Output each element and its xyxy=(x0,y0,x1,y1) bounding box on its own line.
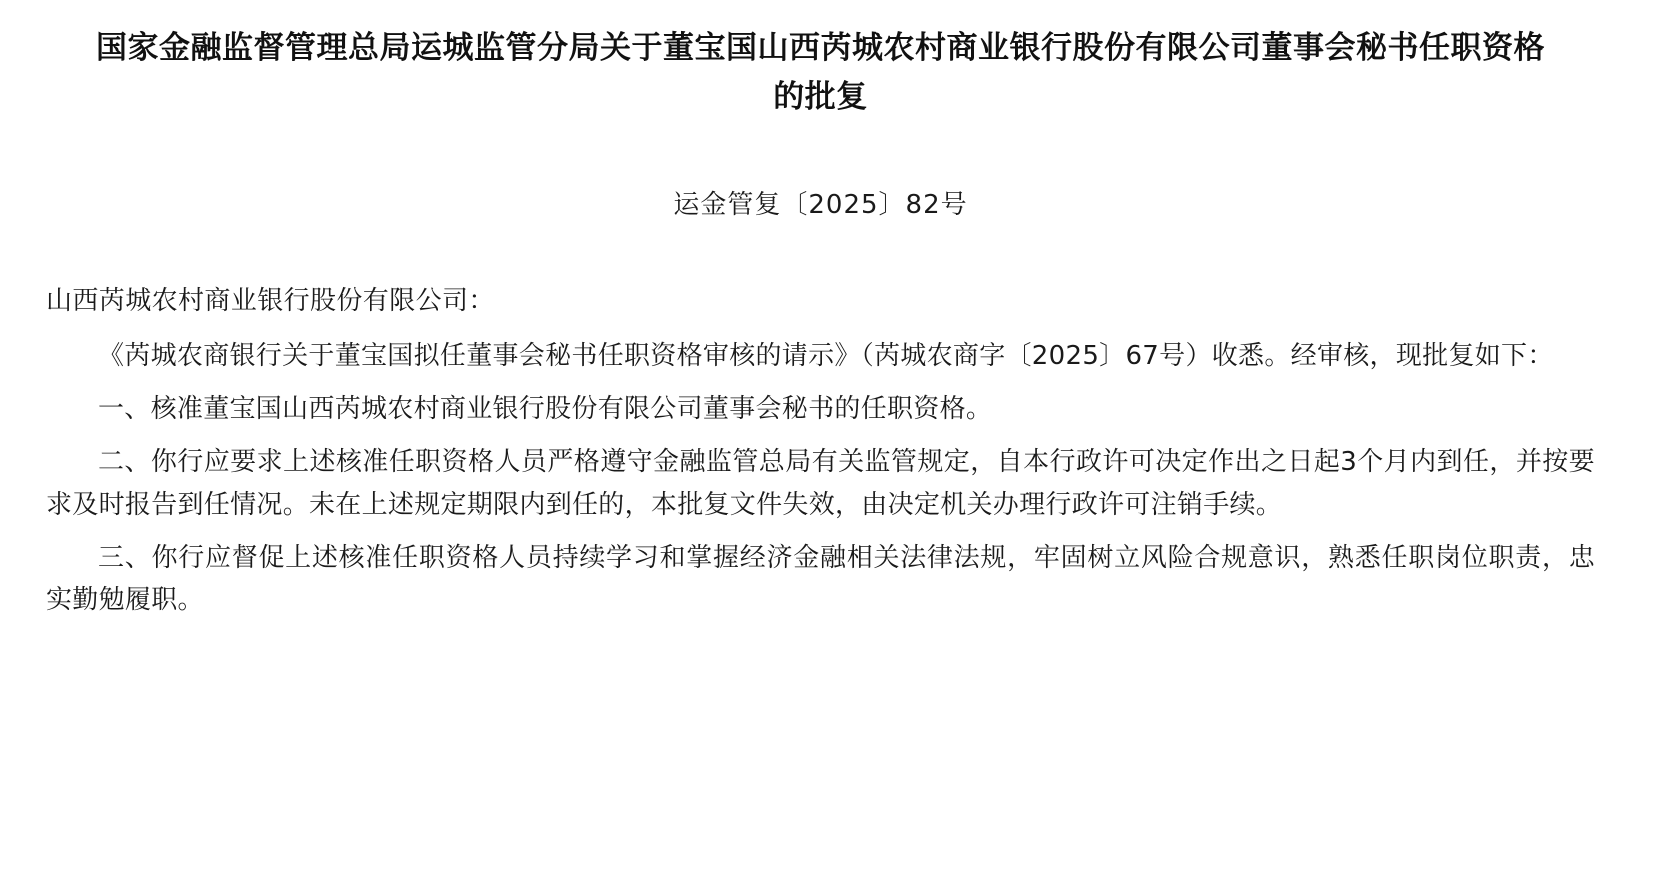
paragraph-request-received: 《芮城农商银行关于董宝国拟任董事会秘书任职资格审核的请示》（芮城农商字〔2025〕67号）收悉。经审核，现批复如下： xyxy=(98,341,1554,372)
document-body xyxy=(46,281,1595,621)
document-title: 国家金融监督管理总局运城监管分局关于董宝国山西芮城农村商业银行股份有限公司董事会秘书任职资格的批复 xyxy=(96,30,1545,115)
paragraph-item-three: 三、你行应督促上述核准任职资格人员持续学习和掌握经济金融相关法律法规，牢固树立风险合规意识，熟悉任职岗位职责，忠实勤勉履职。 xyxy=(46,542,1595,615)
addressee-line: 山西芮城农村商业银行股份有限公司： xyxy=(46,285,495,316)
paragraph-item-two: 二、你行应要求上述核准任职资格人员严格遵守金融监管总局有关监管规定，自本行政许可决定作出之日起3个月内到任，并按要求及时报告到任情况。未在上述规定期限内到任的，本批复文件失效，由决定机关办理行政许可注销手续。 xyxy=(46,447,1595,520)
paragraph-item-one: 一、核准董宝国山西芮城农村商业银行股份有限公司董事会秘书的任职资格。 xyxy=(98,394,993,425)
document-number: 运金管复〔2025〕82号 xyxy=(673,189,968,220)
